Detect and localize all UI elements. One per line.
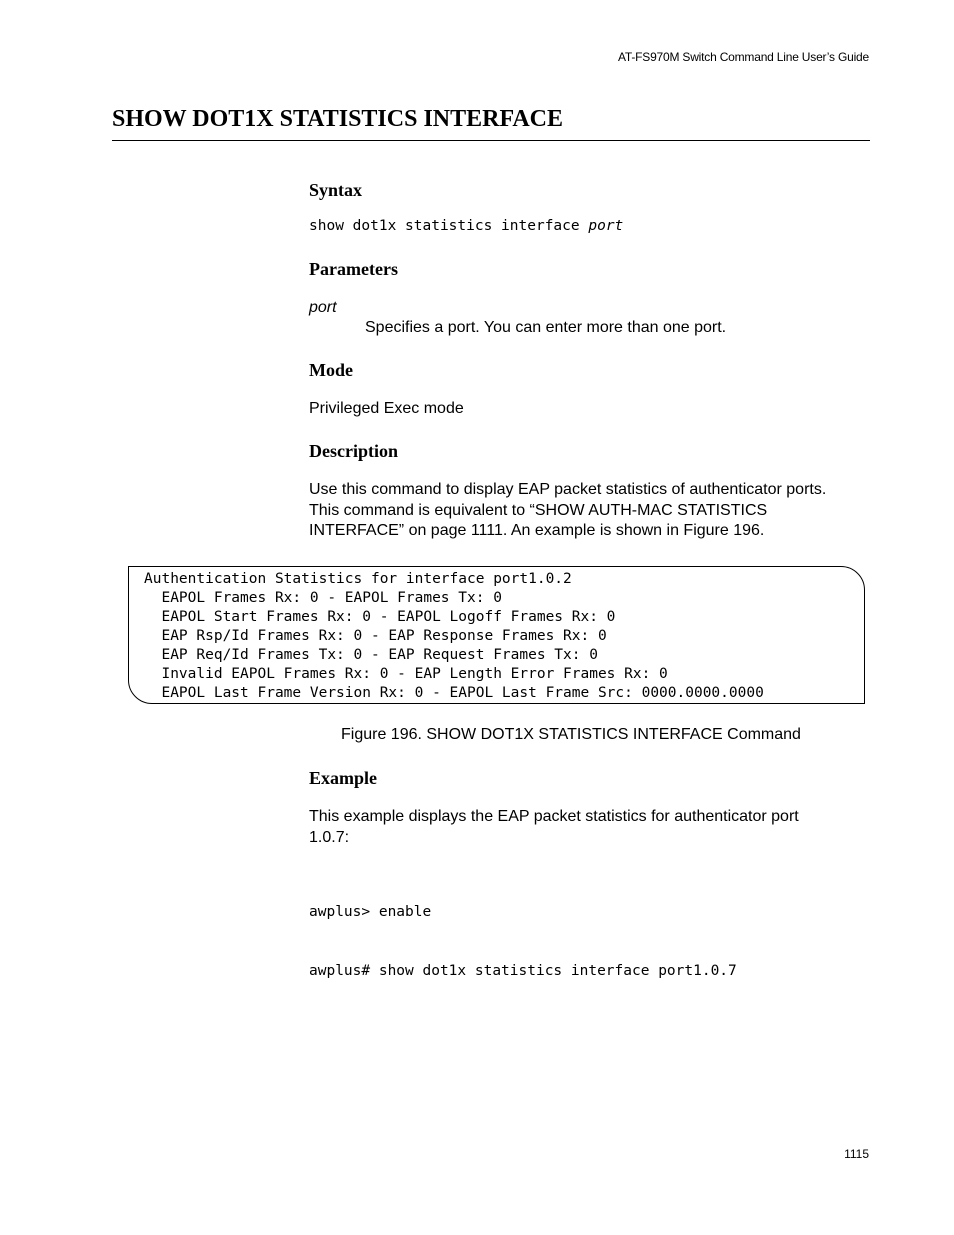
figure-code-line: EAPOL Frames Rx: 0 - EAPOL Frames Tx: 0: [144, 590, 502, 606]
page-title: SHOW DOT1X STATISTICS INTERFACE: [112, 106, 564, 132]
example-heading: Example: [309, 768, 378, 788]
description-text: [309, 480, 871, 542]
description-line: INTERFACE” on page 1111. An example is shown in Figure 196.: [309, 522, 765, 539]
figure-code-line: Authentication Statistics for interface port1.0.2: [144, 571, 572, 587]
parameter-name: port: [309, 299, 337, 316]
figure-code-line: EAP Req/Id Frames Tx: 0 - EAP Request Frames Tx: 0: [144, 647, 598, 663]
figure-code-line: EAPOL Last Frame Version Rx: 0 - EAPOL Last Frame Src: 0000.0000.0000: [144, 685, 764, 701]
mode-heading: Mode: [309, 360, 353, 380]
syntax-command: [309, 217, 623, 237]
parameter-description: Specifies a port. You can enter more than one port.: [365, 319, 727, 336]
description-heading: Description: [309, 441, 398, 461]
syntax-command-text: show dot1x statistics interface: [309, 218, 589, 234]
parameters-heading: Parameters: [309, 259, 398, 279]
figure-code-line: EAPOL Start Frames Rx: 0 - EAPOL Logoff Frames Rx: 0: [144, 609, 616, 625]
example-commands: [309, 864, 737, 1001]
title-rule: [112, 140, 870, 141]
figure-caption: Figure 196. SHOW DOT1X STATISTICS INTERFACE Command: [341, 726, 801, 743]
example-line: This example displays the EAP packet statistics for authenticator port: [309, 808, 799, 825]
syntax-heading: Syntax: [309, 180, 363, 200]
figure-code-line: EAP Rsp/Id Frames Rx: 0 - EAP Response Frames Rx: 0: [144, 628, 607, 644]
figure-code-box: [128, 566, 865, 704]
running-header: AT-FS970M Switch Command Line User’s Guide: [617, 50, 869, 64]
page-number: 1115: [844, 1147, 869, 1161]
example-command: awplus# show dot1x statistics interface port1.0.7: [309, 962, 737, 979]
mode-text: Privileged Exec mode: [309, 400, 464, 417]
example-text: [309, 807, 871, 848]
description-line: Use this command to display EAP packet statistics of authenticator ports.: [309, 481, 827, 498]
figure-code-line: Invalid EAPOL Frames Rx: 0 - EAP Length Error Frames Rx: 0: [144, 666, 668, 682]
syntax-param: port: [588, 218, 624, 234]
example-command: awplus> enable: [309, 904, 432, 920]
example-line: 1.0.7:: [309, 828, 350, 846]
description-line: This command is equivalent to “SHOW AUTH-MAC STATISTICS: [309, 501, 768, 519]
